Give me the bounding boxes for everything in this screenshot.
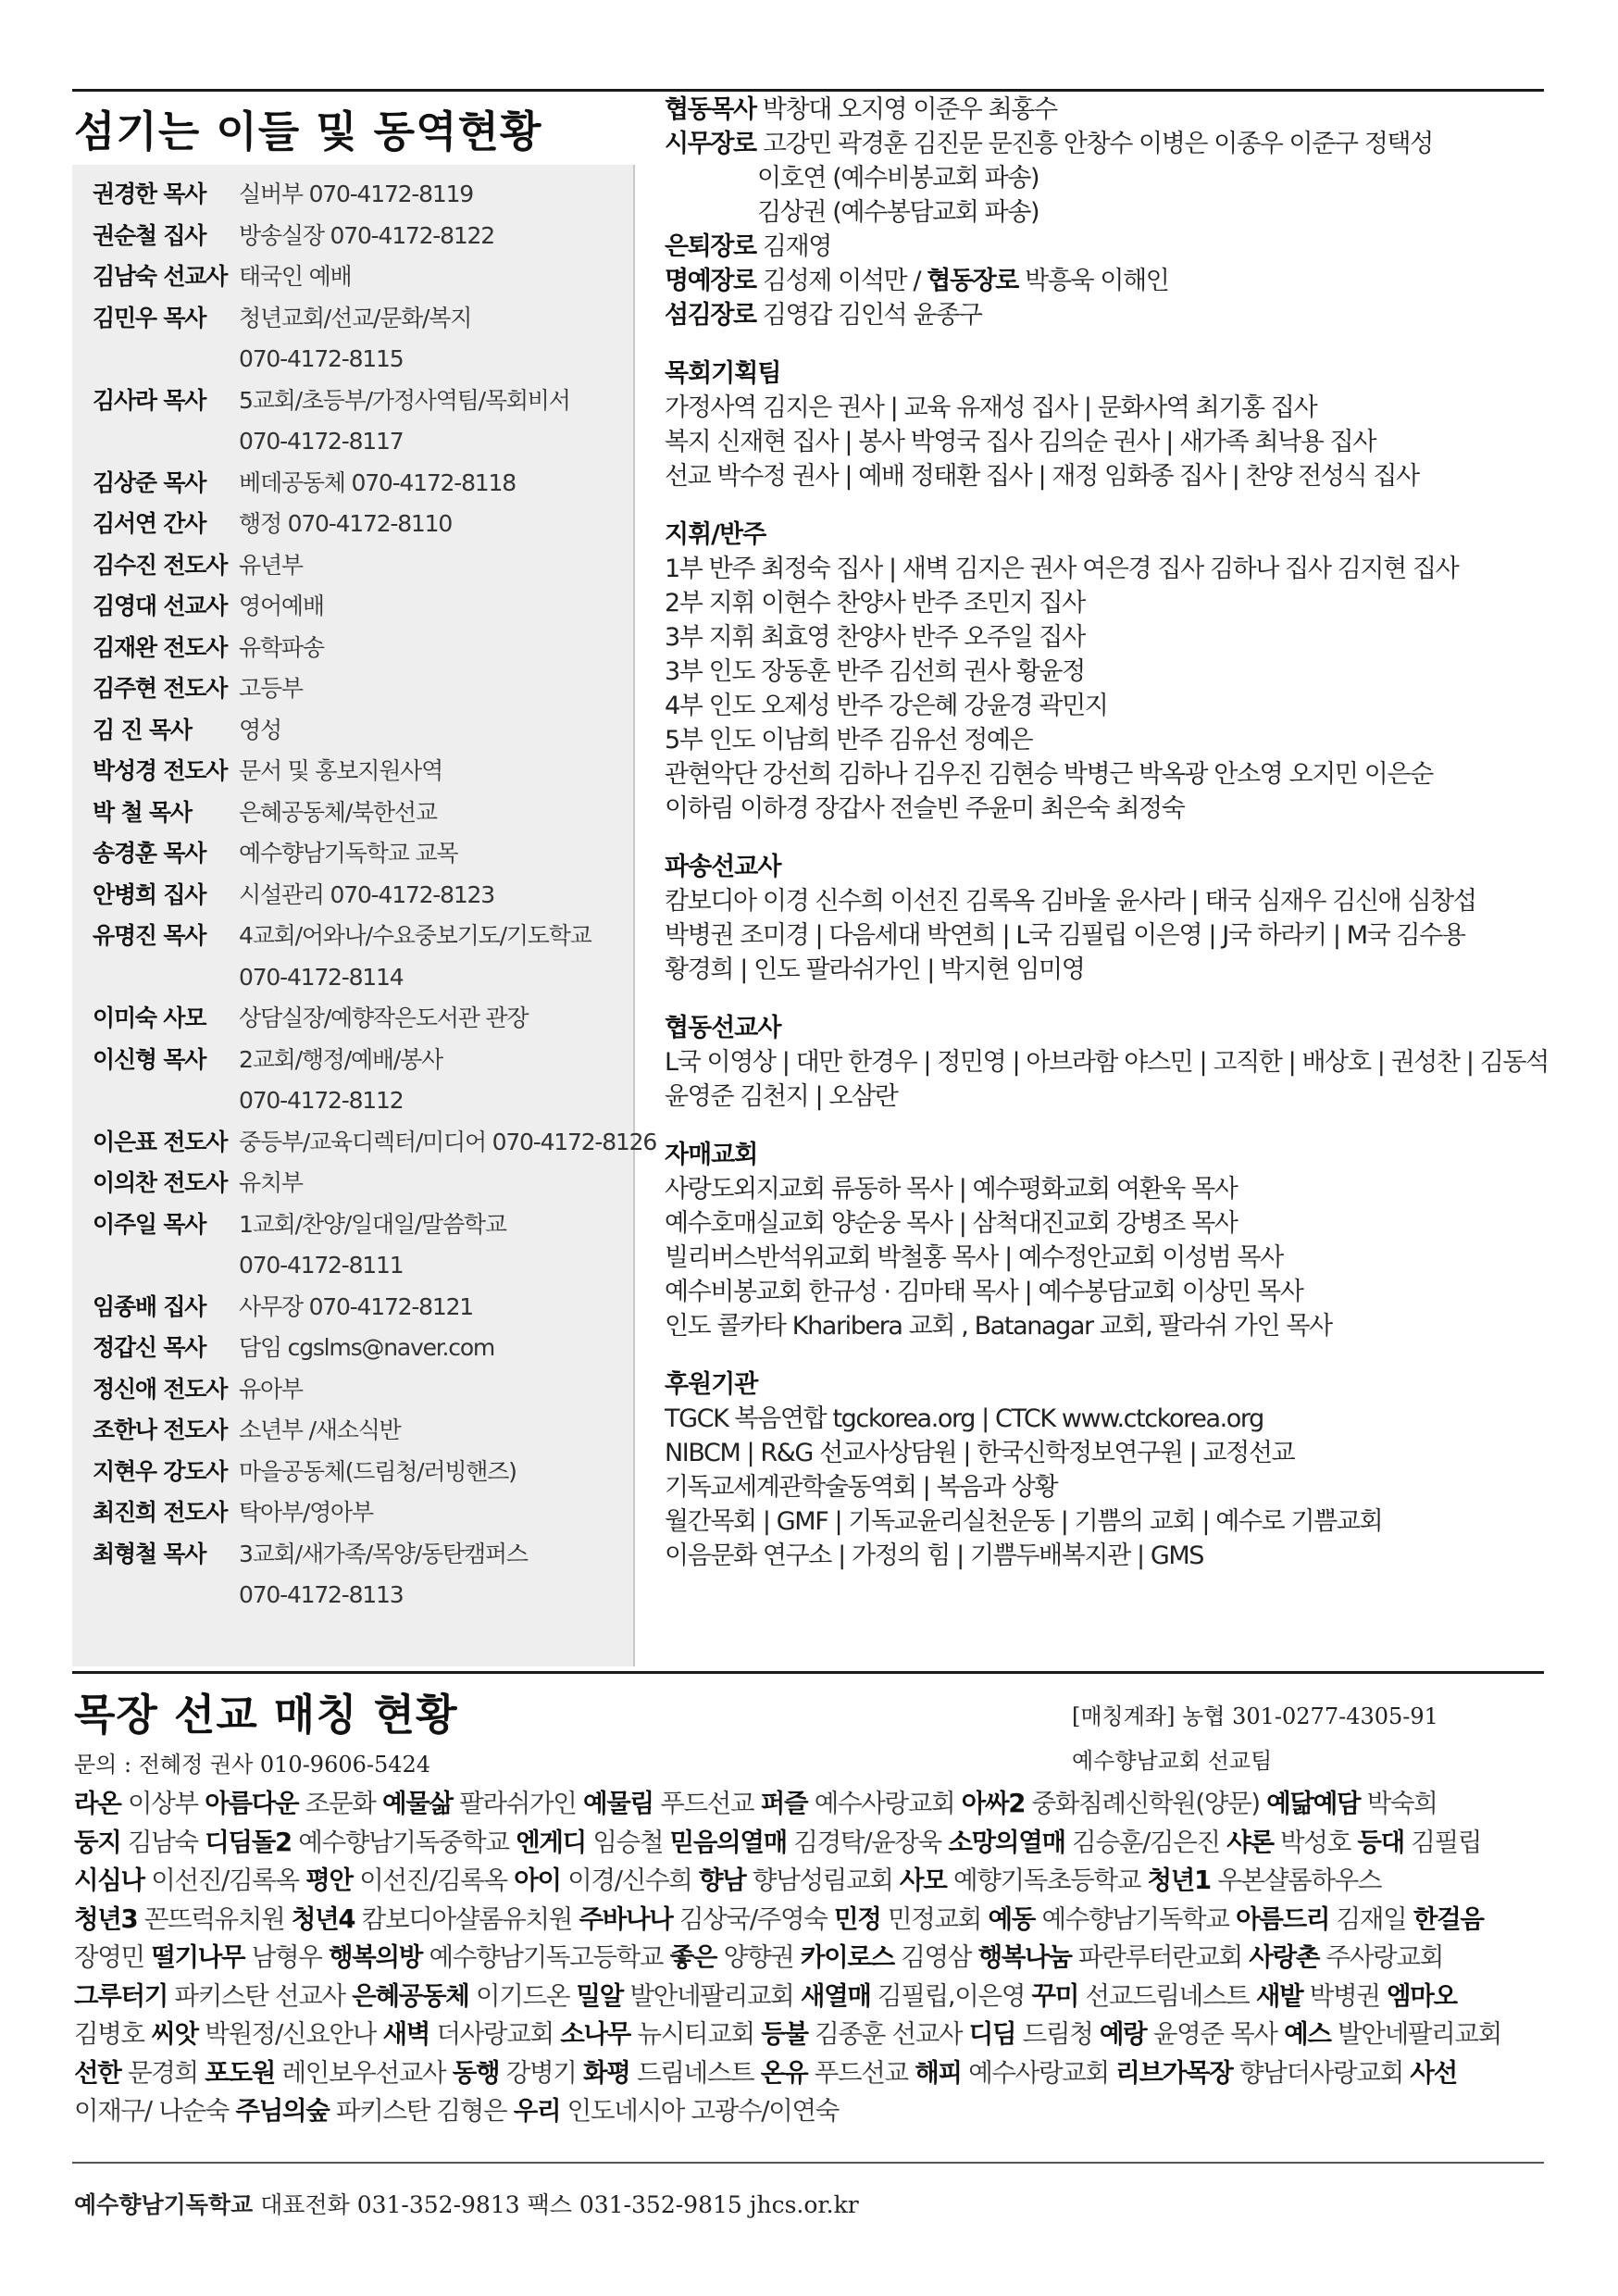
- staff-name: 김상준 목사: [93, 468, 206, 496]
- staff-role: 유치부: [239, 1169, 303, 1196]
- elder-names: 이호연 (예수비봉교회 파송): [757, 164, 1039, 193]
- staff-name: 권순철 집사: [93, 221, 206, 249]
- group-name: 엠마오: [1387, 1980, 1457, 2011]
- group-target: 이상부: [120, 1789, 205, 1818]
- elder-names: 김상권 (예수봉담교회 파송): [757, 198, 1039, 227]
- staff-name: 지현우 강도사: [93, 1457, 228, 1485]
- group-name: 해피: [915, 2057, 962, 2088]
- group-target: 강병기: [499, 2057, 583, 2088]
- staff-name: 정신애 전도사: [93, 1375, 228, 1403]
- group-name: 새밭: [1255, 1980, 1303, 2011]
- matching-line: [74, 1978, 1546, 2016]
- elder-label: 협동목사: [665, 95, 756, 124]
- group-name: 행복나눔: [977, 1942, 1072, 1972]
- staff-role: 청년교회/선교/문화/복지: [239, 304, 472, 331]
- staff-row: [93, 1287, 639, 1329]
- group-line: 사랑도외지교회 류동하 목사 | 예수평화교회 여환욱 목사: [665, 1175, 1238, 1204]
- group-name: 우리: [513, 2096, 561, 2126]
- elder-names: 박흥욱 이해인: [1018, 267, 1169, 295]
- group-name: 그루터기: [74, 1980, 168, 2011]
- staff-name: 유명진 목사: [93, 922, 206, 949]
- staff-row: [93, 1245, 639, 1287]
- staff-role: 방송실장 070-4172-8122: [239, 221, 494, 249]
- staff-row: [93, 1452, 639, 1493]
- staff-name: 김서연 간사: [93, 510, 206, 537]
- group-target: 김남숙: [120, 1827, 205, 1857]
- group-name: 사모: [899, 1866, 947, 1895]
- group-target: 장영민: [74, 1942, 152, 1972]
- group-line: 3부 지휘 최효영 찬양사 반주 오주일 집사: [665, 623, 1085, 652]
- staff-role: 실버부 070-4172-8119: [239, 181, 474, 207]
- group-line: TGCK 복음연합 tgckorea.org | CTCK www.ctckorea.org: [665, 1404, 1263, 1433]
- mid-rule: [72, 1671, 1544, 1674]
- group-name: 소나무: [560, 2019, 631, 2049]
- group-target: 푸드선교: [653, 1789, 761, 1818]
- group-target: 중화침례신학원(양문): [1025, 1789, 1267, 1818]
- staff-name: 박 철 목사: [93, 798, 192, 826]
- staff-role: 담임 cgslms@naver.com: [239, 1334, 495, 1361]
- staff-role: 탁아부/영아부: [239, 1499, 373, 1526]
- staff-name: 이은표 전도사: [93, 1128, 228, 1155]
- group-name: 떨기나무: [151, 1942, 245, 1972]
- group-line: 이음문화 연구소 | 가정의 힘 | 기쁨두배복지관 | GMS: [665, 1541, 1203, 1570]
- group-name: 동행: [452, 2057, 500, 2088]
- staff-role: 4교회/어와나/수요중보기도/기도학교: [239, 922, 591, 949]
- staff-name: 이주일 목사: [93, 1210, 206, 1238]
- group-title: 자매교회: [665, 1141, 758, 1169]
- staff-row: [93, 1575, 639, 1616]
- group-line: 1부 반주 최정숙 집사 | 새벽 김지은 권사 여은경 집사 김하나 집사 김지현 집사: [665, 555, 1459, 583]
- group-name: 아름다운: [205, 1789, 299, 1818]
- group-name: 밀알: [576, 1980, 624, 2011]
- matching-line: [74, 2015, 1546, 2054]
- staff-role: 태국인 예배: [239, 263, 352, 290]
- group-name: 행복의방: [329, 1942, 423, 1972]
- inquiry-contact: 문의 : 전혜정 권사 010-9606-5424: [74, 1752, 431, 1778]
- group-name: 향남: [698, 1866, 746, 1895]
- group-line: 기독교세계관학술동역회 | 복음과 상황: [665, 1473, 1058, 1502]
- staff-role: 베데공동체 070-4172-8118: [239, 468, 516, 496]
- staff-role: 행정 070-4172-8110: [239, 510, 453, 537]
- group-name: 꾸미: [1031, 1980, 1079, 2011]
- staff-role: 사무장 070-4172-8121: [239, 1292, 474, 1320]
- group-line: 윤영준 김천지 | 오삼란: [665, 1082, 898, 1111]
- elder-label: 섬김장로: [665, 301, 756, 330]
- group-name: 은혜공동체: [352, 1980, 469, 2011]
- staff-role: 고등부: [239, 675, 303, 702]
- group-name: 새벽: [382, 2019, 430, 2049]
- staff-name: 박성경 전도사: [93, 757, 228, 784]
- group-target: 선교드림네스트: [1078, 1980, 1256, 2011]
- staff-role: 2교회/행정/예배/봉사: [239, 1045, 442, 1073]
- group-name: 샤론: [1226, 1827, 1274, 1857]
- group-name: 리브가목장: [1115, 2057, 1233, 2088]
- group-target: 민정교회: [880, 1903, 989, 1934]
- group-target: 박숙희: [1360, 1789, 1438, 1818]
- group-target: 이재구/ 나순숙: [74, 2096, 236, 2126]
- staff-role: 1교회/찬양/일대일/말씀학교: [239, 1210, 506, 1238]
- group-target: 남형우: [244, 1942, 329, 1972]
- group-target: 주사랑교회: [1319, 1942, 1443, 1972]
- staff-name: 임종배 집사: [93, 1292, 206, 1320]
- group-target: 문경희: [120, 2057, 205, 2088]
- group-line: 황경희 | 인도 팔라쉬가인 | 박지현 임미영: [665, 955, 1085, 984]
- group-name: 민정: [834, 1903, 881, 1934]
- group-target: 박병권: [1302, 1980, 1388, 2011]
- group-target: 이선진/김록옥: [352, 1866, 515, 1895]
- group-target: 발안네팔리교회: [623, 1980, 801, 2011]
- group-target: 김상국/주영숙: [672, 1903, 835, 1934]
- matching-line: [74, 2054, 1546, 2093]
- staff-row: [93, 833, 639, 875]
- group-title: 파송선교사: [665, 853, 781, 881]
- footer-school: 예수향남기독학교: [74, 2191, 254, 2218]
- group-target: 김승훈/김은진: [1064, 1827, 1227, 1857]
- section-title-matching: 목장 선교 매칭 현황: [74, 1690, 458, 1740]
- staff-row: [93, 298, 639, 340]
- footer-rule: [72, 2162, 1544, 2164]
- group-target: 우본샬롬하우스: [1210, 1866, 1382, 1895]
- group-name: 디딤돌2: [205, 1827, 292, 1857]
- group-line: 월간목회 | GMF | 기독교윤리실천운동 | 기쁨의 교회 | 예수로 기쁨교회: [665, 1507, 1383, 1536]
- staff-name: 김수진 전도사: [93, 551, 228, 579]
- group-name: 라온: [74, 1789, 121, 1818]
- group-line: 가정사역 김지은 권사 | 교육 유재성 집사 | 문화사역 최기홍 집사: [665, 393, 1317, 422]
- group-target: 향남더사랑교회: [1232, 2057, 1411, 2088]
- elder-line: [665, 161, 1544, 195]
- staff-role: 문서 및 홍보지원사역: [239, 757, 443, 784]
- staff-row: [93, 463, 639, 505]
- elder-label: 은퇴장로: [665, 232, 756, 261]
- staff-role: 영성: [239, 716, 281, 743]
- matching-line: [74, 1939, 1546, 1978]
- staff-role: 5교회/초등부/가정사역팀/목회비서: [239, 386, 570, 414]
- staff-name: 최형철 목사: [93, 1540, 206, 1567]
- staff-row: [93, 504, 639, 545]
- group-target: 뉴시티교회: [630, 2019, 762, 2049]
- staff-row: [93, 256, 639, 298]
- group-target: 이경/신수희: [560, 1866, 699, 1895]
- group-target: 김재일: [1329, 1903, 1413, 1934]
- elder-names: 박창대 오지영 이준우 최홍수: [755, 95, 1057, 124]
- group-target: 김영삼: [893, 1942, 978, 1972]
- staff-row: [93, 751, 639, 792]
- staff-row: [93, 628, 639, 669]
- elder-label: 협동장로: [927, 267, 1018, 295]
- group-line: 선교 박수정 권사 | 예배 정태환 집사 | 재정 임화종 집사 | 찬양 전성식 집사: [665, 462, 1419, 491]
- groups-list: [665, 356, 1549, 1573]
- elder-line: [665, 298, 1544, 332]
- group-title: 후원기관: [665, 1370, 758, 1399]
- group-target: 예수사랑교회: [807, 1789, 962, 1818]
- group-name: 예스: [1284, 2019, 1331, 2049]
- staff-role: 소년부 /새소식반: [239, 1416, 401, 1443]
- elder-line: [665, 127, 1544, 161]
- group-name: 씨앗: [151, 2019, 198, 2049]
- group-name: 퍼즐: [760, 1789, 808, 1818]
- group-title: 협동선교사: [665, 1014, 781, 1042]
- group-target: 예수향남기독학교: [1035, 1903, 1237, 1934]
- group-line: 박병권 조미경 | 다음세대 박연희 | L국 김필립 이은영 | J국 하라키 | M국 김수용: [665, 921, 1465, 950]
- group-name: 선한: [74, 2057, 121, 2088]
- elder-names: 고강민 곽경훈 김진문 문진흥 안창수 이병은 이종우 이준구 정택성: [755, 130, 1433, 158]
- group-name: 좋은: [669, 1942, 717, 1972]
- section-title-staff: 섬기는 이들 및 동역현황: [74, 106, 542, 156]
- group-name: 청년3: [74, 1903, 138, 1934]
- matching-line: [74, 1785, 1546, 1824]
- staff-role: 070-4172-8113: [239, 1581, 404, 1608]
- staff-list: [93, 174, 657, 1616]
- group-name: 믿음의열매: [669, 1827, 787, 1857]
- staff-name: 김민우 목사: [93, 304, 206, 331]
- group-target: 레인보우선교사: [275, 2057, 453, 2088]
- group-line: 관현악단 강선희 김하나 김우진 김현승 박병근 박옥광 안소영 오지민 이은순: [665, 760, 1433, 789]
- group-target: 이선진/김록옥: [143, 1866, 306, 1895]
- staff-row: [93, 792, 639, 834]
- group-target: 양향권: [716, 1942, 801, 1972]
- group-target: 박원정/신요안나: [197, 2019, 383, 2049]
- group-name: 예랑: [1099, 2019, 1147, 2049]
- staff-role: 예수향남기독학교 교목: [239, 840, 458, 867]
- group-target: 김병호: [74, 2019, 152, 2049]
- group-target: 캄보디아샬롬유치원: [355, 1903, 579, 1934]
- staff-role: 은혜공동체/북한선교: [239, 798, 437, 826]
- staff-row: [93, 916, 639, 957]
- group-name: 디딤: [968, 2019, 1016, 2049]
- staff-row: [93, 1534, 639, 1576]
- group-name: 등대: [1357, 1827, 1404, 1857]
- matching-line: [74, 1862, 1546, 1901]
- elder-label: 명예장로: [665, 267, 756, 295]
- staff-name: 정갑신 목사: [93, 1334, 206, 1361]
- staff-row: [93, 1122, 657, 1164]
- staff-name: 안병희 집사: [93, 880, 206, 908]
- group-name: 한걸음: [1413, 1903, 1484, 1934]
- group-name: 둥지: [74, 1827, 121, 1857]
- elder-line: [665, 230, 1544, 264]
- group-name: 소망의열매: [948, 1827, 1065, 1857]
- group-line: 빌리버스반석위교회 박철홍 목사 | 예수정안교회 이성범 목사: [665, 1243, 1283, 1272]
- group-name: 청년1: [1147, 1866, 1211, 1895]
- group-title: 목회기획팀: [665, 359, 781, 388]
- group-title: 지휘/반주: [665, 520, 766, 549]
- staff-row: [93, 1369, 639, 1411]
- footer: [74, 2187, 859, 2220]
- elder-label: 시무장로: [665, 130, 756, 158]
- group-line: NIBCM | R&G 선교사상담원 | 한국신학정보연구원 | 교정선교: [665, 1439, 1295, 1467]
- group-target: 더사랑교회: [429, 2019, 561, 2049]
- staff-role: 070-4172-8112: [239, 1087, 404, 1114]
- group-target: 예향기독초등학교: [946, 1866, 1148, 1895]
- group-name: 평안: [305, 1866, 353, 1895]
- staff-name: 김 진 목사: [93, 716, 192, 743]
- staff-name: 최진희 전도사: [93, 1499, 228, 1526]
- staff-row: [93, 1163, 639, 1204]
- group-target: 이기드온: [468, 1980, 577, 2011]
- staff-name: 김남숙 선교사: [93, 263, 228, 290]
- staff-row: [93, 586, 639, 628]
- staff-role: 마을공동체(드림청/러빙핸즈): [239, 1457, 517, 1485]
- group-name: 사선: [1410, 2057, 1457, 2088]
- group-target: 파키스탄 김형은: [329, 2096, 514, 2126]
- footer-contact: 대표전화 031-352-9813 팩스 031-352-9815 jhcs.or.kr: [253, 2191, 859, 2218]
- staff-row: [93, 1492, 639, 1534]
- group-name: 새열매: [800, 1980, 871, 2011]
- group-target: 조문화: [298, 1789, 382, 1818]
- group-line: 이하림 이하경 장갑사 전슬빈 주윤미 최은숙 최정숙: [665, 794, 1185, 823]
- matching-account: [매칭계좌] 농협 301-0277-4305-91: [1072, 1703, 1438, 1729]
- group-line: L국 이영상 | 대만 한경우 | 정민영 | 아브라함 야스민 | 고직한 | 배상호 | 권성찬 | 김동석: [665, 1048, 1549, 1077]
- staff-row: [93, 998, 639, 1040]
- matching-line: [74, 2092, 1546, 2131]
- group-name: 등불: [761, 2019, 808, 2049]
- staff-row: [93, 1410, 639, 1452]
- staff-role: 070-4172-8114: [239, 963, 404, 991]
- group-target: 예수향남기독고등학교: [422, 1942, 670, 1972]
- group-name: 예물삶: [381, 1789, 453, 1818]
- group-target: 김필립,이은영: [870, 1980, 1032, 2011]
- group-target: 김필립: [1403, 1827, 1482, 1857]
- elder-line: [665, 264, 1544, 298]
- right-column: [665, 93, 1549, 1573]
- group-name: 아싸2: [961, 1789, 1026, 1818]
- group-target: 임승철: [585, 1827, 670, 1857]
- group-name: 화평: [582, 2057, 630, 2088]
- staff-role: 영어예배: [239, 593, 324, 619]
- staff-role: 유학파송: [239, 633, 324, 661]
- staff-role: 3교회/새가족/목양/동탄캠퍼스: [239, 1540, 528, 1567]
- group-target: 드림청: [1015, 2019, 1100, 2049]
- staff-row: [93, 957, 639, 999]
- group-name: 카이로스: [800, 1942, 894, 1972]
- staff-row: [93, 875, 639, 917]
- staff-role: 유년부: [239, 551, 303, 579]
- group-name: 아이: [514, 1866, 561, 1895]
- staff-role: 상담실장/예향작은도서관 관장: [239, 1004, 529, 1031]
- group-target: 팔라쉬가인: [452, 1789, 583, 1818]
- mission-team: 예수향남교회 선교팀: [1072, 1748, 1273, 1774]
- staff-row: [93, 421, 639, 463]
- elder-names: 김재영: [755, 232, 831, 261]
- staff-name: 김재완 전도사: [93, 633, 228, 661]
- staff-name: 송경훈 목사: [93, 840, 206, 867]
- staff-name: 권경한 목사: [93, 181, 206, 207]
- staff-row: [93, 1328, 639, 1369]
- matching-line: [74, 1824, 1546, 1863]
- staff-row: [93, 710, 639, 752]
- group-name: 주바나나: [579, 1903, 673, 1934]
- group-name: 예물림: [582, 1789, 653, 1818]
- staff-row: [93, 216, 639, 257]
- group-target: 향남성림교회: [745, 1866, 900, 1895]
- group-name: 아름드리: [1236, 1903, 1330, 1934]
- staff-role: 중등부/교육디렉터/미디어 070-4172-8126: [239, 1128, 657, 1155]
- elder-names: 김성제 이석만 /: [755, 267, 927, 295]
- group-line: 예수호매실교회 양순웅 목사 | 삼척대진교회 강병조 목사: [665, 1209, 1238, 1238]
- group-name: 주님의숲: [235, 2096, 330, 2126]
- staff-row: [93, 545, 639, 587]
- matching-line: [74, 1901, 1546, 1940]
- group-line: 2부 지휘 이현수 찬양사 반주 조민지 집사: [665, 589, 1085, 618]
- group-line: 5부 인도 이남희 반주 김유선 정예은: [665, 726, 1033, 755]
- staff-row: [93, 1204, 639, 1246]
- group-name: 예동: [988, 1903, 1036, 1934]
- group-line: 예수비봉교회 한규성 · 김마태 목사 | 예수봉담교회 이상민 목사: [665, 1278, 1303, 1306]
- group-line: 인도 콜카타 Kharibera 교회 , Batanagar 교회, 팔라쉬 가인 목사: [665, 1312, 1332, 1341]
- group-name: 청년4: [291, 1903, 355, 1934]
- staff-row: [93, 339, 639, 381]
- staff-row: [93, 174, 639, 216]
- elders-list: [665, 93, 1544, 332]
- group-name: 엔게디: [516, 1827, 586, 1857]
- group-name: 시심나: [74, 1866, 144, 1895]
- staff-role: 070-4172-8117: [239, 428, 404, 455]
- top-rule: [72, 89, 1544, 92]
- staff-role: 시설관리 070-4172-8123: [239, 880, 494, 908]
- staff-name: 조한나 전도사: [93, 1416, 228, 1443]
- group-name: 예닮예담: [1266, 1789, 1361, 1818]
- group-target: 꼰뜨럭유치원: [137, 1903, 292, 1934]
- staff-role: 유아부: [239, 1375, 303, 1403]
- group-target: 푸드선교: [807, 2057, 915, 2088]
- group-line: 복지 신재현 집사 | 봉사 박영국 집사 김의순 권사 | 새가족 최낙용 집사: [665, 428, 1375, 456]
- staff-name: 이의찬 전도사: [93, 1169, 228, 1196]
- elder-line: [665, 93, 1544, 127]
- staff-role: 070-4172-8111: [239, 1252, 404, 1279]
- group-line: 4부 인도 오제성 반주 강은혜 강윤경 곽민지: [665, 692, 1108, 720]
- group-target: 김종훈 선교사: [807, 2019, 969, 2049]
- group-name: 사랑촌: [1249, 1942, 1320, 1972]
- group-target: 박성호: [1273, 1827, 1358, 1857]
- group-line: 3부 인도 장동훈 반주 김선희 권사 황윤정: [665, 657, 1085, 686]
- group-target: 발안네팔리교회: [1330, 2019, 1501, 2049]
- staff-row: [93, 668, 639, 710]
- elder-line: [665, 195, 1544, 230]
- group-target: 예수향남기독중학교: [291, 1827, 517, 1857]
- group-target: 윤영준 목사: [1146, 2019, 1285, 2049]
- staff-role: 070-4172-8115: [239, 345, 404, 372]
- staff-name: 김주현 전도사: [93, 675, 228, 702]
- staff-row: [93, 1080, 639, 1122]
- staff-row: [93, 1040, 639, 1081]
- matching-list: [74, 1785, 1546, 2131]
- group-target: 인도네시아 고광수/이연숙: [560, 2096, 839, 2126]
- group-target: 파란루터란교회: [1071, 1942, 1250, 1972]
- group-name: 포도원: [205, 2057, 276, 2088]
- group-target: 드림네스트: [629, 2057, 761, 2088]
- group-target: 파키스탄 선교사: [168, 1980, 353, 2011]
- staff-name: 김사라 목사: [93, 386, 206, 414]
- staff-row: [93, 381, 639, 422]
- staff-name: 김영대 선교사: [93, 593, 228, 619]
- group-line: 캄보디아 이경 신수희 이선진 김록옥 김바울 윤사라 | 태국 심재우 김신애 심창섭: [665, 887, 1476, 916]
- group-target: 예수사랑교회: [961, 2057, 1116, 2088]
- group-target: 김경탁/윤장욱: [786, 1827, 949, 1857]
- group-name: 온유: [760, 2057, 808, 2088]
- staff-name: 이미숙 사모: [93, 1004, 206, 1031]
- staff-name: 이신형 목사: [93, 1045, 206, 1073]
- elder-names: 김영갑 김인석 윤종구: [755, 301, 982, 330]
